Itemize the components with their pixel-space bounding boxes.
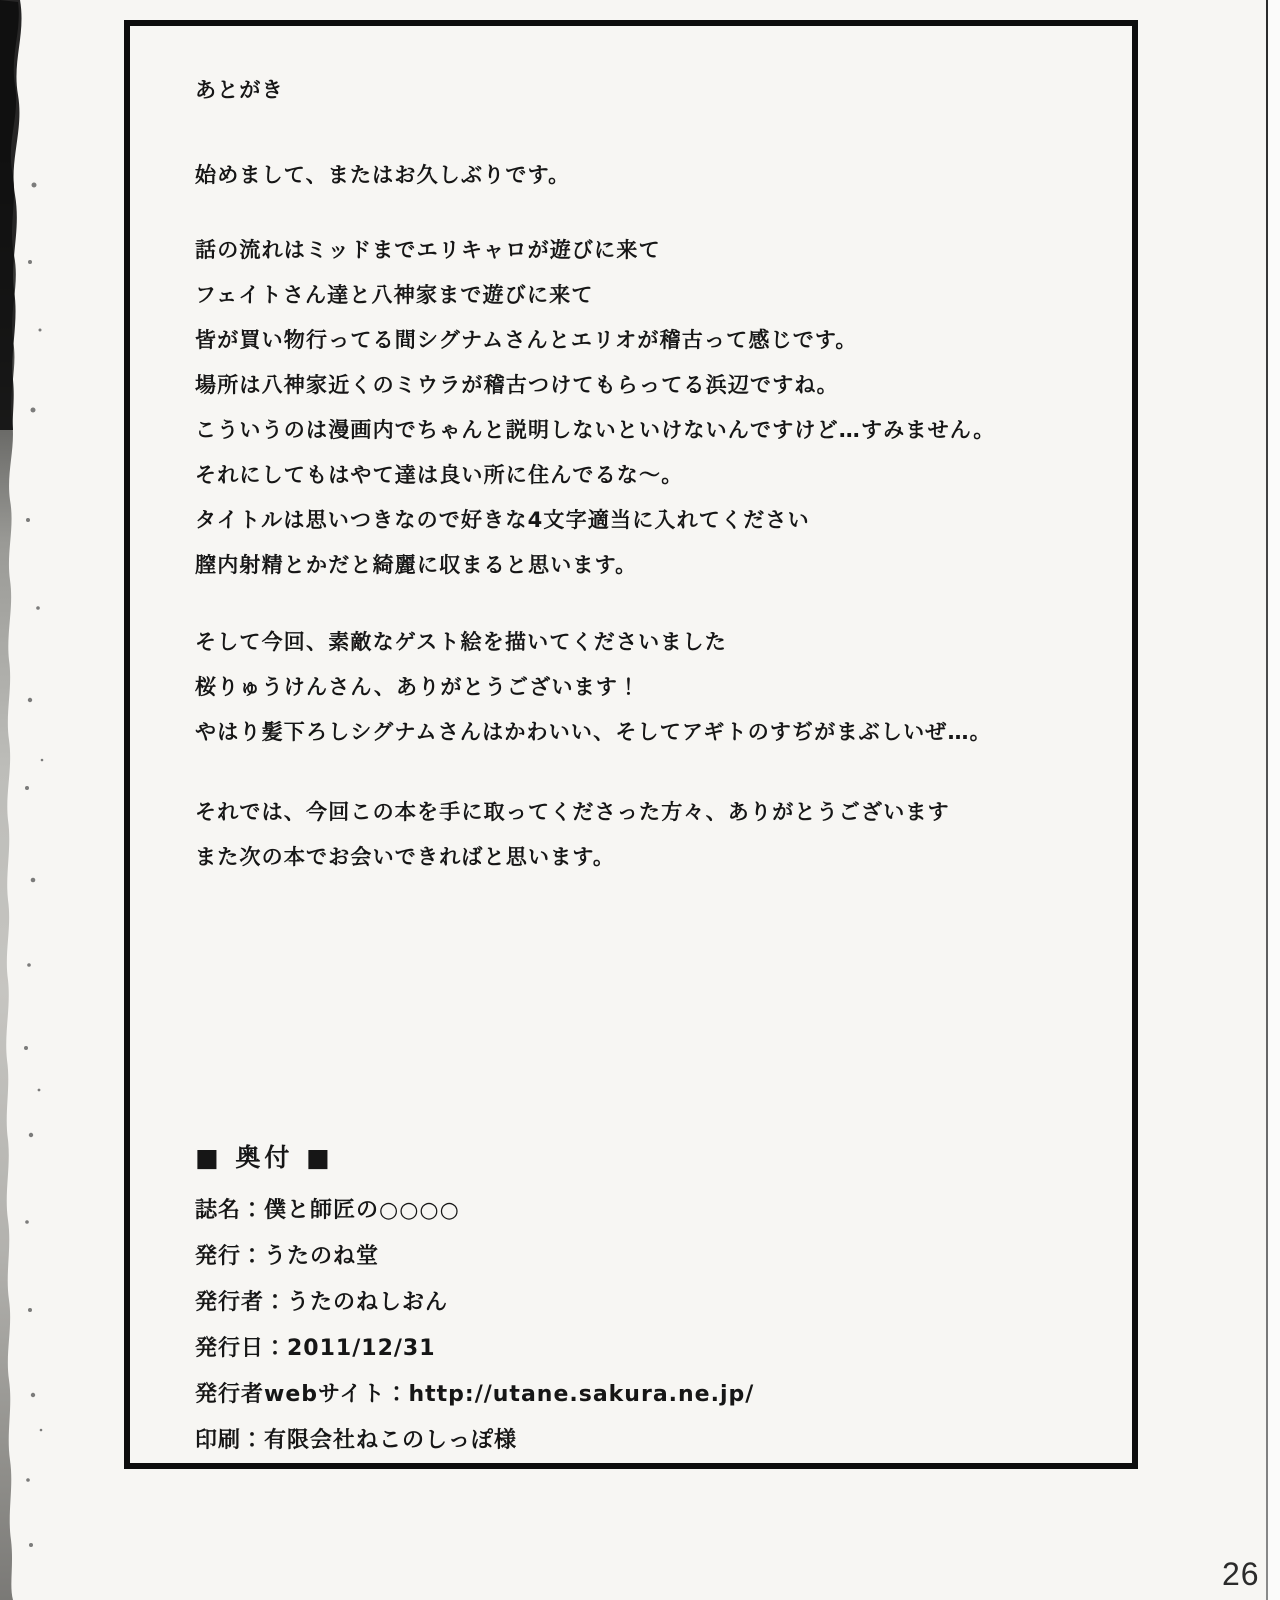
colophon-heading: ■ 奥付 ■	[195, 1143, 334, 1172]
colophon-entry-printer: 印刷：有限会社ねこのしっぽ様	[195, 1428, 518, 1453]
afterword-line: タイトルは思いつきなので好きな4文字適当に入れてください	[195, 508, 810, 532]
afterword-line: 桜りゅうけんさん、ありがとうございます！	[195, 675, 641, 699]
afterword-line: 膣内射精とかだと綺麗に収まると思います。	[195, 553, 638, 577]
afterword-line: こういうのは漫画内でちゃんと説明しないといけないんですけど…すみません。	[195, 418, 996, 442]
afterword-line: それでは、今回この本を手に取ってくださった方々、ありがとうございます	[195, 800, 950, 824]
paragraph-guest-thanks	[195, 620, 1108, 755]
afterword-line: 場所は八神家近くのミウラが稽古つけてもらってる浜辺ですね。	[195, 373, 839, 397]
afterword-line: また次の本でお会いできればと思います。	[195, 845, 616, 869]
afterword-line: それにしてもはやて達は良い所に住んでるな～。	[195, 463, 684, 487]
colophon-entry-author: 発行者：うたのねしおん	[195, 1290, 449, 1315]
afterword-heading: あとがき	[195, 78, 284, 102]
afterword-line: そして今回、素敵なゲスト絵を描いてくださいました	[195, 630, 727, 654]
page-frame	[124, 20, 1138, 1469]
afterword-line: フェイトさん達と八神家まで遊びに来て	[195, 283, 594, 307]
colophon-entry-publisher: 発行：うたのね堂	[195, 1244, 380, 1269]
colophon-entry-date: 発行日：2011/12/31	[195, 1336, 436, 1361]
colophon-entry-title: 誌名：僕と師匠の○○○○	[195, 1198, 460, 1223]
afterword-line: 話の流れはミッドまでエリキャロが遊びに来て	[195, 238, 661, 262]
colophon-entry-website: 発行者webサイト：http://utane.sakura.ne.jp/	[195, 1382, 755, 1407]
colophon-block	[195, 1135, 754, 1464]
page-number: 26	[1222, 1556, 1260, 1592]
afterword-line: やはり髪下ろしシグナムさんはかわいい、そしてアギトのすぢがまぶしいぜ…。	[195, 720, 992, 744]
page-edge-white-sliver	[1268, 0, 1280, 1600]
paragraph-story-notes	[195, 228, 1108, 588]
torn-paper-edge-decoration	[0, 0, 48, 1600]
page-edge-line	[1266, 0, 1268, 1600]
afterword-line: 皆が買い物行ってる間シグナムさんとエリオが稽古って感じです。	[195, 328, 858, 352]
paragraph-closing	[195, 790, 1108, 880]
greeting-line: 始めまして、またはお久しぶりです。	[195, 163, 571, 187]
afterword-text	[195, 68, 1108, 880]
